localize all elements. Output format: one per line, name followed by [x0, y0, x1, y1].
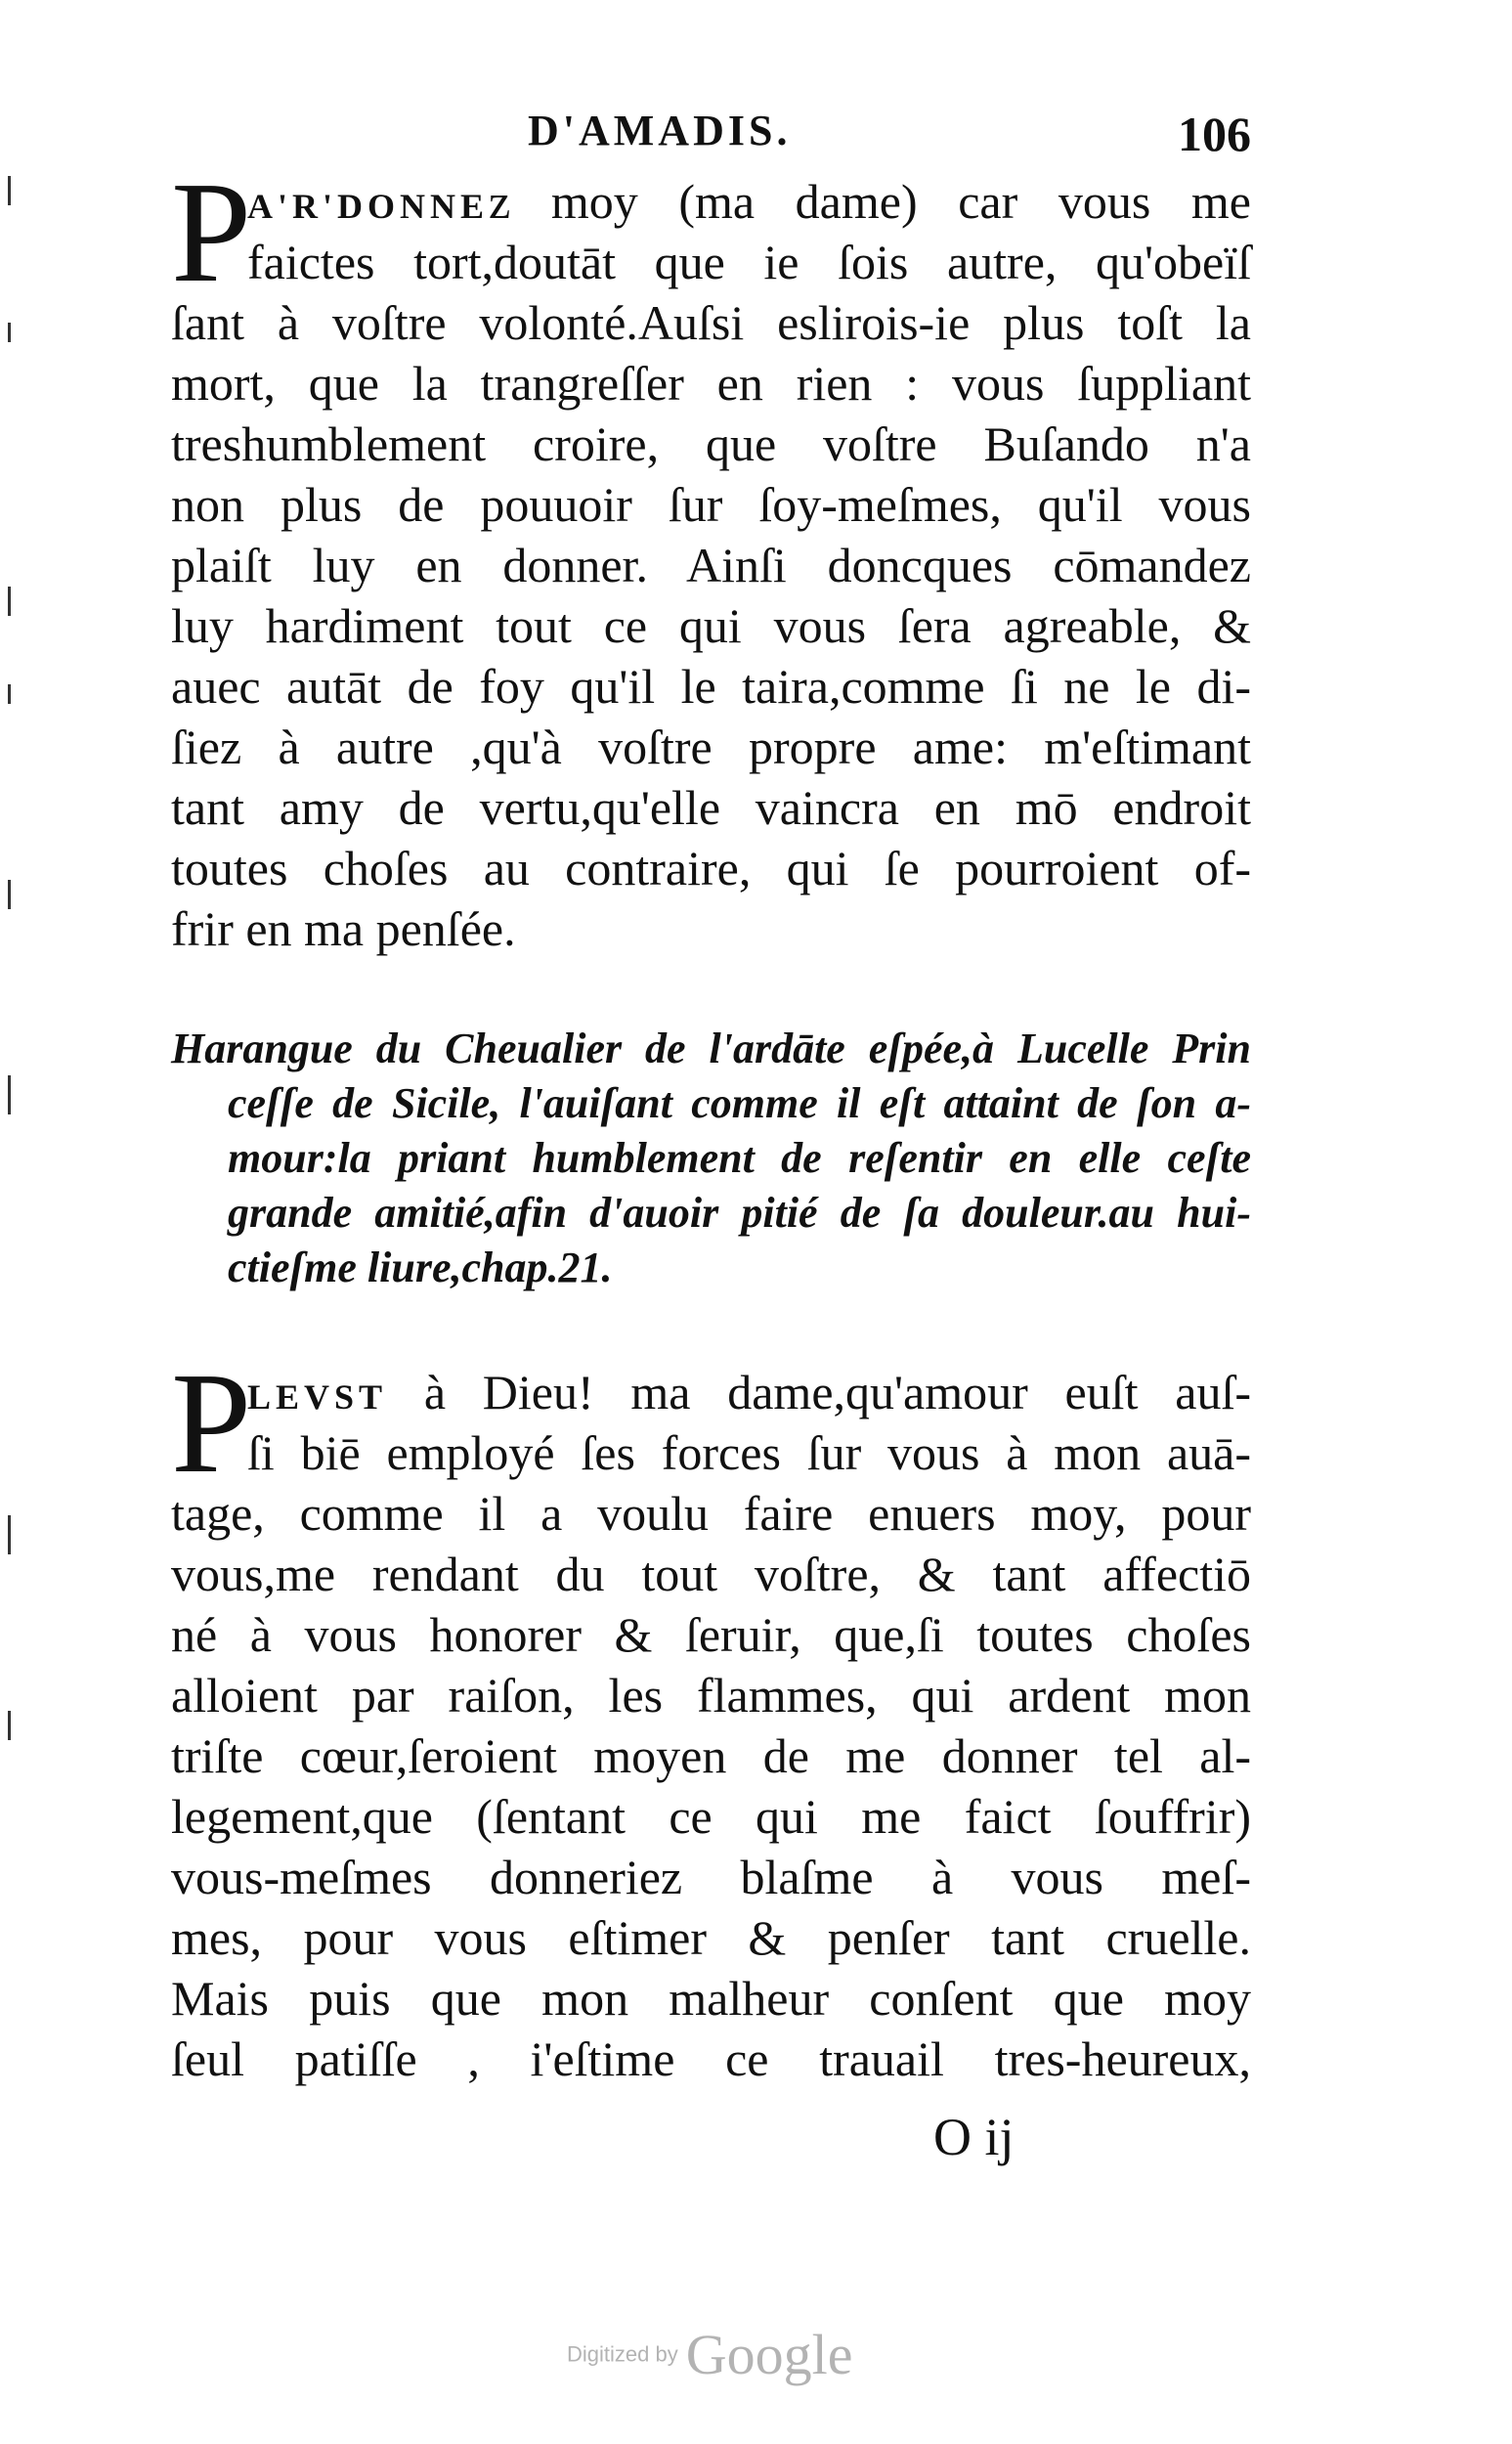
page-number: 106	[1178, 107, 1251, 161]
text-line: tage, comme il a voulu faire enuers moy, pour	[171, 1486, 1251, 1541]
text-line: ſiez à autre ,qu'à voſtre propre ame: m'eſtimant	[171, 720, 1251, 774]
text-line: plaiſt luy en donner. Ainſi doncques cōmandez	[171, 538, 1251, 592]
line-text: à Dieu! ma dame,qu'amour euſt auſ-	[387, 1365, 1251, 1419]
text-line: mes, pour vous eſtimer & penſer tant cruelle.	[171, 1910, 1251, 1965]
paragraph-busando-reply	[171, 153, 1251, 959]
digitization-watermark	[567, 2322, 852, 2387]
dropcap-paragraph	[171, 153, 1251, 313]
line-text: z moy (ma dame) car vous me	[489, 174, 1251, 229]
heading-line: ceſſe de Sicile, l'auiſant comme il eſt attaint de ſon a-	[228, 1079, 1251, 1127]
text-line: mort, que la trangreſſer en rien : vous ſuppliant	[171, 356, 1251, 411]
text-line	[171, 171, 1251, 232]
paragraph-harangue	[171, 1343, 1251, 2089]
heading-line: Harangue du Cheualier de l'ardāte eſpée,à Lucelle Prin	[171, 1025, 1251, 1072]
heading-line: grande amitié,afin d'auoir pitié de ſa douleur.au hui-	[228, 1189, 1251, 1237]
left-margin-bleed	[0, 0, 29, 2444]
running-head: D'AMADIS.	[528, 107, 792, 154]
drop-cap-letter: P	[171, 1343, 252, 1504]
small-caps-word: LEVST	[247, 1377, 388, 1417]
heading-line: ctieſme liure,chap.21.	[228, 1244, 613, 1291]
google-logo: Google	[685, 2323, 853, 2386]
text-line: vous-meſmes donneriez blaſme à vous meſ-	[171, 1850, 1251, 1904]
text-line: legement,que (ſentant ce qui me faict ſouffrir)	[171, 1789, 1251, 1844]
text-line: alloient par raiſon, les flammes, qui ardent mon	[171, 1668, 1251, 1723]
text-line: toutes choſes au contraire, qui ſe pourroient of-	[171, 841, 1251, 895]
text-line: frir en ma penſée.	[171, 901, 516, 956]
text-line: Mais puis que mon malheur conſent que moy	[171, 1971, 1251, 2026]
text-line: luy hardiment tout ce qui vous ſera agreable, &	[171, 598, 1251, 653]
watermark-prefix: Digitized by	[567, 2341, 678, 2367]
text-line: né à vous honorer & ſeruir, que,ſi toutes choſes	[171, 1607, 1251, 1662]
text-line: ſeul patiſſe , i'eſtime ce trauail tres-heureux,	[171, 2031, 1251, 2086]
text-line: ſant à voſtre volonté.Auſsi eslirois-ie plus toſt la	[171, 295, 1251, 350]
heading-line: mour:la priant humblement de reſentir en elle ceſte	[228, 1134, 1251, 1182]
text-line: non plus de pouuoir ſur ſoy-meſmes, qu'il vous	[171, 477, 1251, 532]
text-line: treshumblement croire, que voſtre Buſando n'a	[171, 416, 1251, 471]
text-line: tant amy de vertu,qu'elle vaincra en mō endroit	[171, 780, 1251, 835]
text-line: triſte cœur,ſeroient moyen de me donner tel al-	[171, 1728, 1251, 1783]
text-line: auec autāt de foy qu'il le taira,comme ſi ne le di-	[171, 659, 1251, 714]
text-line	[171, 1362, 1251, 1422]
page-header	[171, 106, 1251, 164]
text-line: vous,me rendant du tout voſtre, & tant affectiō	[171, 1547, 1251, 1601]
small-caps-word: A'R'DONNE	[247, 187, 490, 226]
drop-cap-letter: P	[171, 153, 252, 313]
text-line: ſi biē employé ſes forces ſur vous à mon auā-	[247, 1425, 1251, 1480]
text-line: faictes tort,doutāt que ie ſois autre, qu'obeïſ	[247, 235, 1251, 289]
catchword-signature: O ij	[933, 2108, 1015, 2166]
dropcap-paragraph	[171, 1343, 1251, 1504]
chapter-heading	[171, 1022, 1251, 1295]
